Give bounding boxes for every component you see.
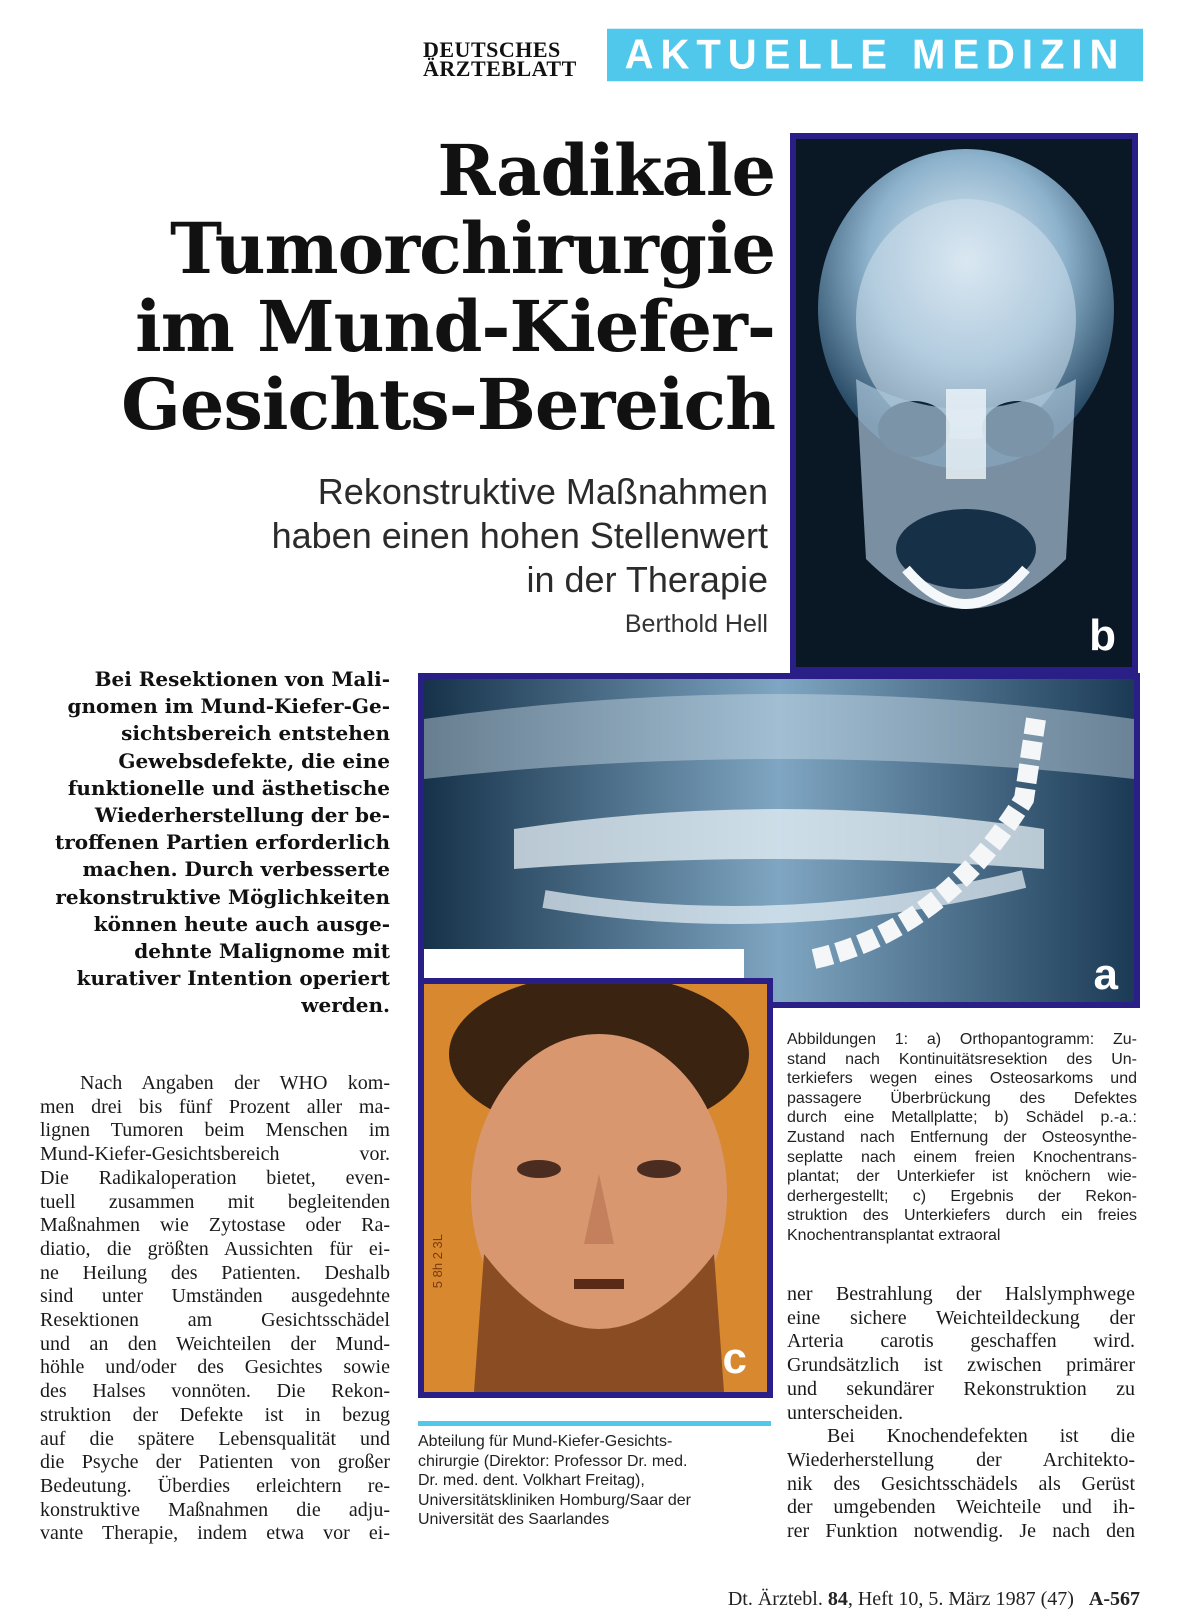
body-line: tuell zusammen mit begleitenden: [40, 1190, 390, 1213]
title-line: im Mund-Kiefer-: [135, 285, 775, 368]
affiliation-line: chirurgie (Direktor: Professor Dr. med.: [418, 1452, 688, 1470]
figure-label-a: a: [1093, 950, 1118, 999]
page-number: A-567: [1088, 1588, 1140, 1610]
body-line: Arteria carotis geschaffen wird.: [787, 1330, 1135, 1353]
caption-line: Zustand nach Entfernung der Osteosynthe-: [787, 1128, 1137, 1146]
body-line: auf die spätere Lebensqualität und: [40, 1427, 390, 1450]
body-line: unterscheiden.: [787, 1401, 904, 1424]
figure-b-skull-xray: [790, 133, 1138, 673]
lead-line: dehnte Malignome mit: [134, 939, 390, 964]
body-line: eine sichere Weichteildeckung der: [787, 1306, 1135, 1329]
caption-line: stand nach Kontinuitätsresektion des Un-: [787, 1050, 1137, 1068]
figure-caption: [787, 1030, 1137, 1246]
page-footer: [640, 1588, 1140, 1611]
body-line: die Psyche der Patienten von großer: [40, 1451, 390, 1474]
body-column-3: [787, 1283, 1135, 1544]
patient-photo-image: [424, 984, 767, 1392]
affiliation-line: Dr. med. dent. Volkhart Freitag),: [418, 1472, 645, 1490]
journal-logo: [423, 37, 593, 81]
title-line: Gesichts-Bereich: [121, 363, 775, 446]
caption-line: terkiefers wegen eines Osteosarkoms und: [787, 1070, 1137, 1088]
caption-line: durch eine Metallplatte; b) Schädel p.-a.:: [787, 1109, 1137, 1127]
lead-line: kurativer Intention operiert: [76, 966, 390, 991]
body-line: und an den Weichteilen der Mund-: [40, 1332, 390, 1355]
body-line: diatio, die größten Aussichten für ei-: [40, 1237, 390, 1260]
subtitle-line: haben einen hohen Stellenwert: [271, 515, 768, 556]
caption-line: Abbildungen 1: a) Orthopantogramm: Zu-: [787, 1031, 1137, 1048]
body-line: Mund-Kiefer-Gesichtsbereich vor.: [40, 1143, 390, 1166]
author-affiliation: [418, 1432, 778, 1530]
lead-line: funktionelle und ästhetische: [67, 775, 390, 800]
footer-issue: , Heft 10, 5. März 1987 (47): [847, 1588, 1074, 1610]
lead-paragraph: [40, 666, 390, 1020]
body-line: nik des Gesichtsschädels als Gerüst: [787, 1472, 1135, 1495]
subtitle-line: Rekonstruktive Maßnahmen: [317, 471, 768, 512]
section-banner: AKTUELLE MEDIZIN: [607, 29, 1143, 82]
film-mark: 5 8h 2 3L: [430, 1234, 445, 1289]
body-line: der umgebenden Weichteile und ih-: [787, 1496, 1135, 1519]
body-line: vante Therapie, indem etwa vor ei-: [40, 1522, 390, 1545]
logo-line-2: ÄRZTEBLATT: [423, 56, 577, 81]
caption-line: Knochentransplantat extraoral: [787, 1226, 1001, 1244]
body-line: ne Heilung des Patienten. Deshalb: [40, 1261, 390, 1284]
lead-line: troffenen Partien erforderlich: [55, 830, 390, 855]
author-name: Berthold Hell: [624, 610, 768, 638]
body-line: Bedeutung. Überdies erleichtern re-: [40, 1474, 390, 1497]
body-line: lignen Tumoren beim Menschen im: [40, 1119, 390, 1142]
lead-line: Bei Resektionen von Mali-: [94, 667, 390, 691]
caption-line: derhergestellt; c) Ergebnis der Rekon-: [787, 1187, 1137, 1205]
body-line: ner Bestrahlung der Halslymphwege: [787, 1283, 1135, 1305]
skull-xray-image: [796, 139, 1132, 667]
lead-line: werden.: [301, 993, 390, 1018]
body-line: konstruktive Maßnahmen die adju-: [40, 1498, 390, 1521]
footer-volume: 84: [827, 1588, 848, 1610]
lead-line: rekonstruktive Möglichkeiten: [55, 884, 390, 909]
body-line: rer Funktion notwendig. Je nach den: [787, 1520, 1135, 1543]
lead-line: Gewebsdefekte, die eine: [118, 748, 390, 773]
title-line: Tumorchirurgie: [169, 207, 775, 290]
body-line: Wiederherstellung der Architekto-: [787, 1448, 1135, 1471]
body-line: und sekundärer Rekonstruktion zu: [787, 1377, 1135, 1400]
lead-line: machen. Durch verbesserte: [82, 857, 390, 882]
lead-line: Wiederherstellung der be-: [94, 803, 390, 828]
caption-line: seplatte nach einem freien Knochentrans-: [787, 1148, 1137, 1166]
body-line: höhle und/oder des Gesichtes sowie: [40, 1356, 390, 1379]
caption-line: passagere Überbrückung des Defektes: [787, 1089, 1137, 1107]
affiliation-line: Abteilung für Mund-Kiefer-Gesichts-: [418, 1433, 673, 1450]
body-line: Die Radikaloperation bietet, even-: [40, 1166, 390, 1189]
affiliation-rule: [418, 1421, 771, 1426]
figure-c-patient-photo: [418, 978, 773, 1398]
body-line: Bei Knochendefekten ist die: [827, 1425, 1135, 1448]
body-column-1: [40, 1072, 390, 1546]
body-line: des Halses vonnöten. Die Rekon-: [40, 1380, 390, 1403]
affiliation-line: Universitätskliniken Homburg/Saar der: [418, 1491, 691, 1509]
article-title: [40, 129, 775, 446]
affiliation-line: Universität des Saarlandes: [418, 1511, 610, 1529]
figure-label-b: b: [1089, 611, 1116, 660]
body-line: Resektionen am Gesichtsschädel: [40, 1309, 390, 1332]
body-line: Grundsätzlich ist zwischen primärer: [787, 1354, 1135, 1377]
figure-a-panoramic-xray: [418, 673, 1140, 1008]
body-line: Nach Angaben der WHO kom-: [80, 1072, 390, 1094]
caption-line: plantat; der Unterkiefer ist knöchern wie-: [787, 1168, 1137, 1186]
body-line: struktion der Defekte ist in bezug: [40, 1403, 390, 1426]
footer-journal: Dt. Ärztebl.: [727, 1588, 823, 1610]
subtitle-line: in der Therapie: [526, 559, 768, 600]
panoramic-xray-image: [424, 679, 1134, 1002]
article-subtitle: [140, 470, 768, 602]
body-line: sind unter Umständen ausgedehnte: [40, 1285, 390, 1308]
caption-line: struktion des Unterkiefers durch ein freies: [787, 1207, 1137, 1225]
lead-line: können heute auch ausge-: [93, 911, 390, 936]
title-line: Radikale: [437, 129, 775, 212]
body-line: men drei bis fünf Prozent aller ma-: [40, 1095, 390, 1118]
logo-line-1: DEUTSCHES: [423, 37, 561, 62]
body-line: Maßnahmen wie Zytostase oder Ra-: [40, 1214, 390, 1237]
figure-label-c: c: [722, 1334, 747, 1383]
lead-line: gnomen im Mund-Kiefer-Ge-: [67, 694, 390, 719]
lead-line: sichtsbereich entstehen: [121, 721, 390, 746]
